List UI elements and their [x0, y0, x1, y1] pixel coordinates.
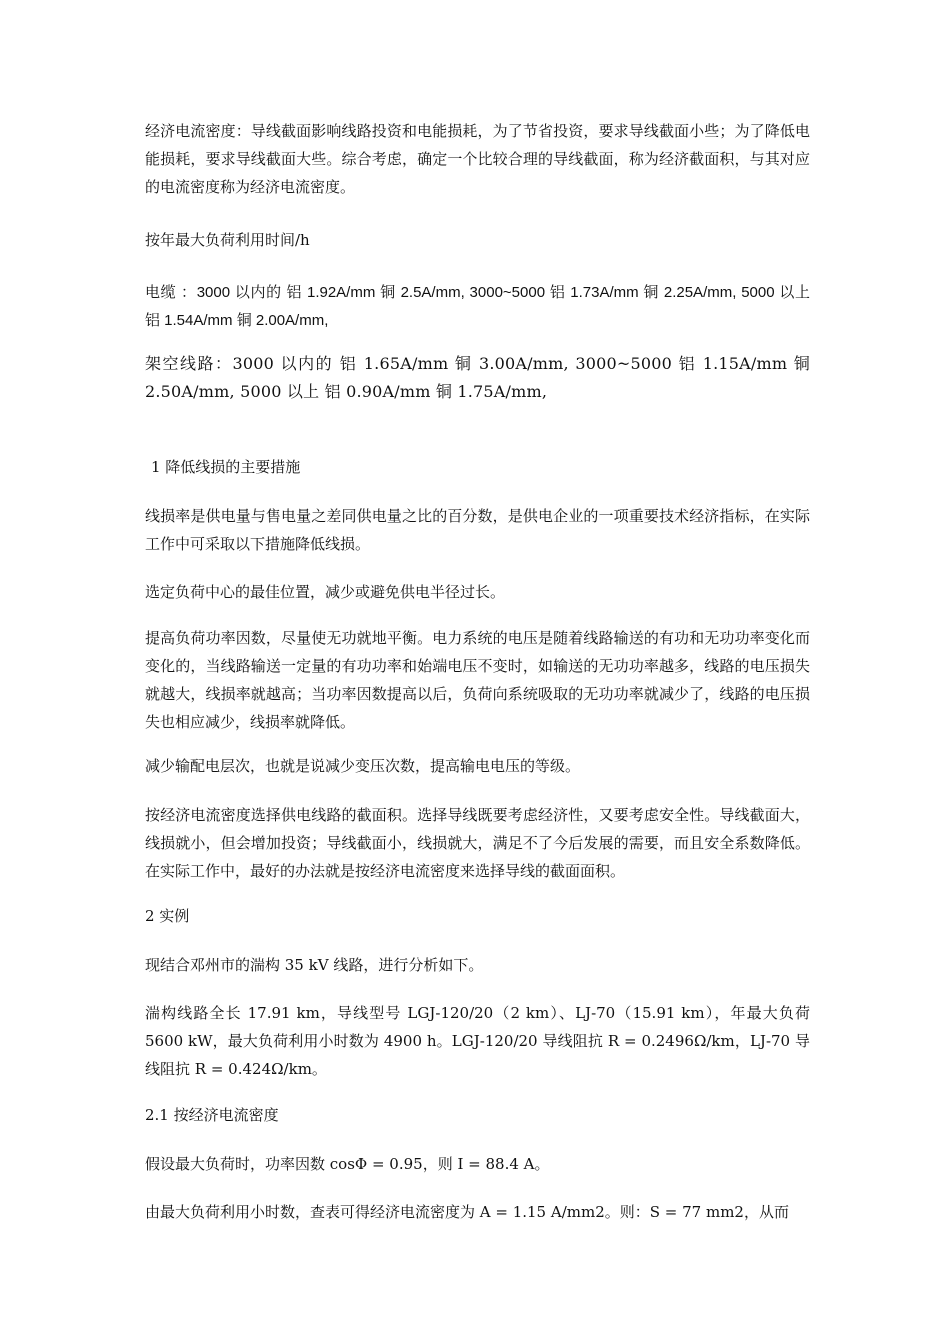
- paragraph-power-factor: 提高负荷功率因数，尽量使无功就地平衡。电力系统的电压是随着线路输送的有功和无功功率变化而变化的，当线路输送一定量的有功功率和始端电压不变时，如输送的无功功率越多，线路的电压损失就越大，线损率就越高；当功率因数提高以后，负荷向系统吸取的无功功率就减少了，线路的电压损失也相应减少，线损率就降低。: [145, 629, 810, 731]
- paragraph-power-factor-assumption: 假设最大负荷时，功率因数 cosΦ = 0.95，则 I = 88.4 A。: [145, 1155, 550, 1173]
- heading-section-2: 2 实例: [145, 907, 190, 925]
- paragraph-overhead-line-values: 架空线路：3000 以内的 铝 1.65A/mm 铜 3.00A/mm, 3000~5000 铝 1.15A/mm 铜 2.50A/mm, 5000 以上 铝 0.90A/mm 铜 1.75A/mm,: [145, 354, 810, 401]
- paragraph-example-intro: 现结合邓州市的湍构 35 kV 线路，进行分析如下。: [145, 956, 484, 974]
- heading-section-2-1: 2.1 按经济电流密度: [145, 1106, 279, 1124]
- heading-section-1: 1 降低线损的主要措施: [151, 458, 301, 476]
- paragraph-cable-values: 电缆 ：3000 以内的 铝 1.92A/mm 铜 2.5A/mm, 3000~5000 铝 1.73A/mm 铜 2.25A/mm, 5000 以上 铝 1.54A/mm 铜 2.00A/mm,: [145, 284, 810, 329]
- paragraph-conductor-selection: 按经济电流密度选择供电线路的截面积。选择导线既要考虑经济性，又要考虑安全性。导线截面大，线损就小，但会增加投资；导线截面小，线损就大，满足不了今后发展的需要，而且安全系数降低。在实际工作中，最好的办法就是按经济电流密度来选择导线的截面面积。: [145, 806, 810, 880]
- paragraph-load-center: 选定负荷中心的最佳位置，减少或避免供电半径过长。: [145, 583, 506, 601]
- paragraph-economic-current-density: 经济电流密度：导线截面影响线路投资和电能损耗，为了节省投资，要求导线截面小些；为了降低电能损耗，要求导线截面大些。综合考虑，确定一个比较合理的导线截面，称为经济截面积，与其对应的电流密度称为经济电流密度。: [145, 122, 810, 196]
- paragraph-annual-max-load-time: 按年最大负荷利用时间/h: [145, 231, 310, 249]
- paragraph-line-loss-rate: 线损率是供电量与售电量之差同供电量之比的百分数，是供电企业的一项重要技术经济指标，在实际工作中可采取以下措施降低线损。: [145, 507, 810, 553]
- paragraph-reduce-levels: 减少输配电层次，也就是说减少变压次数，提高输电电压的等级。: [145, 757, 581, 775]
- paragraph-line-parameters: 湍构线路全长 17.91 km，导线型号 LGJ-120/20（2 km）、LJ-70（15.91 km），年最大负荷 5600 kW，最大负荷利用小时数为 4900 h。LGJ-120/20 导线阻抗 R = 0.2496Ω/km，LJ-70 导线阻抗 R = 0.424Ω/km。: [145, 1004, 810, 1078]
- paragraph-density-lookup: 由最大负荷利用小时数，查表可得经济电流密度为 A = 1.15 A/mm2。则：S = 77 mm2，从而: [145, 1203, 789, 1221]
